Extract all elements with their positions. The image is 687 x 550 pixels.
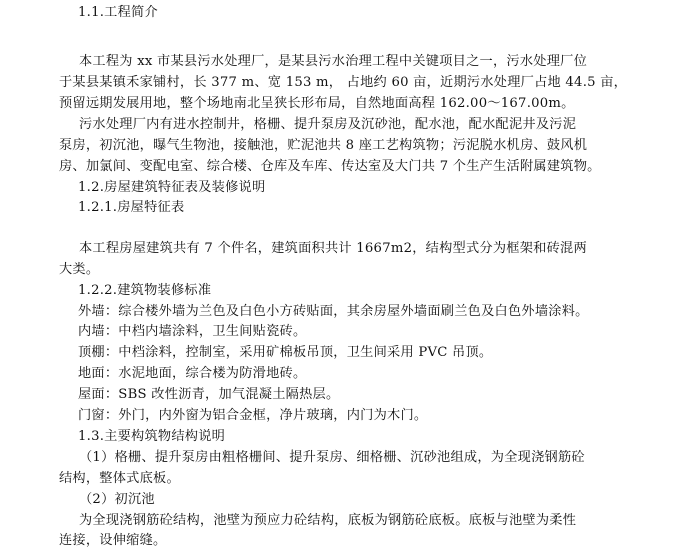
paragraph-line: 污水处理厂内有进水控制井，格栅、提升泵房及沉砂池，配水池，配水配泥井及污泥 — [79, 117, 577, 132]
section-heading-1-2-1: 1.2.1.房屋特征表 — [78, 200, 185, 215]
section-heading-1-2-2: 1.2.2.建筑物装修标准 — [78, 283, 212, 298]
paragraph-line: 为全现浇钢筋砼结构，池壁为预应力砼结构，底板为钢筋砼底板。底板与池壁为柔性 — [79, 513, 577, 528]
section-heading-1-2: 1.2.房屋建筑特征表及装修说明 — [78, 180, 266, 195]
list-item-line: 结构，整体式底板。 — [59, 471, 180, 486]
decor-item-roof: 屋面：SBS 改性沥青，加气混凝土隔热层。 — [78, 387, 340, 402]
paragraph-line: 泵房，初沉池，曝气生物池，接触池，贮泥池共 8 座工艺构筑物；污泥脱水机房、鼓风机 — [59, 138, 588, 153]
section-heading-1-3: 1.3.主要构筑物结构说明 — [78, 429, 226, 444]
decor-item-interior-wall: 内墙：中档内墙涂料，卫生间贴瓷砖。 — [78, 324, 307, 339]
decor-item-doors-windows: 门窗：外门，内外窗为铝合金框，净片玻璃，内门为木门。 — [78, 408, 428, 423]
paragraph-line: 连接，设伸缩缝。 — [59, 533, 167, 548]
decor-item-ceiling: 顶棚：中档涂料，控制室，采用矿棉板吊顶，卫生间采用 PVC 吊顶。 — [78, 345, 493, 360]
paragraph-line: 预留远期发展用地，整个场地南北呈狭长形布局，自然地面高程 162.00～167.00m。 — [59, 96, 575, 111]
decor-item-floor: 地面：水泥地面，综合楼为防滑地砖。 — [78, 366, 307, 381]
section-heading-1-1: 1.1.工程简介 — [78, 5, 158, 20]
paragraph-line: 房、加氯间、变配电室、综合楼、仓库及车库、传达室及大门共 7 个生产生活附属建筑物。 — [59, 159, 601, 174]
list-item-title: （2）初沉池 — [79, 492, 155, 507]
list-item-line: （1）格栅、提升泵房由粗格栅间、提升泵房、细格栅、沉砂池组成，为全现浇钢筋砼 — [79, 450, 585, 465]
decor-item-exterior-wall: 外墙：综合楼外墙为兰色及白色小方砖贴面，其余房屋外墙面刷兰色及白色外墙涂料。 — [78, 304, 589, 319]
paragraph-line: 本工程房屋建筑共有 7 个件名，建筑面积共计 1667m2，结构型式分为框架和砖混两 — [79, 241, 587, 256]
paragraph-line: 于某县某镇禾家铺村，长 377 m、宽 153 m， 占地约 60 亩，近期污水处理厂占地 44.5 亩， — [59, 75, 628, 90]
paragraph-line: 大类。 — [59, 262, 100, 277]
paragraph-line: 本工程为 xx 市某县污水处理厂，是某县污水治理工程中关键项目之一，污水处理厂位 — [79, 54, 588, 69]
